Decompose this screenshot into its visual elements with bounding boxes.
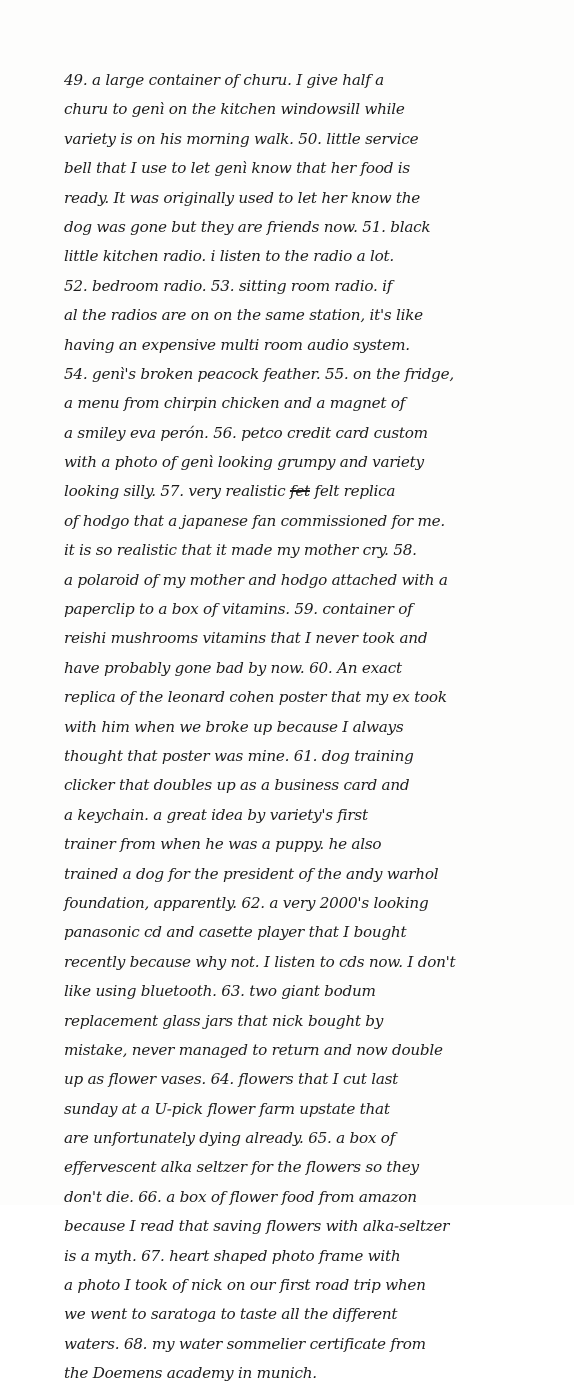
handwritten-line: mistake, never managed to return and now double [64, 1040, 443, 1059]
handwritten-line: paperclip to a box of vitamins. 59. container of [64, 600, 413, 619]
handwritten-line: churu to genì on the kitchen windowsill while [64, 100, 405, 119]
handwritten-line: effervescent alka seltzer for the flowers so they [64, 1158, 419, 1177]
handwritten-list [64, 66, 514, 1389]
handwritten-line: waters. 68. my water sommelier certificate from [64, 1334, 426, 1353]
handwritten-line: trainer from when he was a puppy. he also [64, 835, 382, 854]
handwritten-line: we went to saratoga to taste all the different [64, 1305, 398, 1324]
handwritten-line: reishi mushrooms vitamins that I never took and [64, 629, 428, 648]
handwritten-line: with a photo of genì looking grumpy and variety [64, 453, 424, 472]
handwritten-line: up as flower vases. 64. flowers that I cut last [64, 1070, 399, 1089]
handwritten-line: have probably gone bad by now. 60. An exact [64, 658, 402, 677]
handwritten-line: variety is on his morning walk. 50. little service [64, 129, 419, 148]
handwritten-line: 54. genì's broken peacock feather. 55. on the fridge, [64, 364, 454, 383]
handwritten-line: replacement glass jars that nick bought by [64, 1011, 384, 1030]
handwritten-line: panasonic cd and casette player that I bought [64, 923, 407, 942]
handwritten-line: like using bluetooth. 63. two giant bodum [64, 982, 376, 1001]
handwritten-line: a menu from chirpin chicken and a magnet of [64, 394, 406, 413]
handwritten-line: don't die. 66. a box of flower food from amazon [64, 1187, 417, 1206]
handwritten-line: are unfortunately dying already. 65. a box of [64, 1129, 396, 1148]
handwritten-line: with him when we broke up because I always [64, 717, 404, 736]
handwritten-line: foundation, apparently. 62. a very 2000's looking [64, 893, 429, 912]
handwritten-line: of hodgo that a japanese fan commissioned for me. [64, 511, 445, 530]
handwritten-line: little kitchen radio. i listen to the radio a lot. [64, 247, 394, 266]
handwritten-line [64, 477, 514, 506]
handwritten-line: thought that poster was mine. 61. dog training [64, 746, 414, 765]
line-text-after-strike: felt replica [309, 482, 396, 501]
handwritten-line: the Doemens academy in munich. [64, 1364, 317, 1383]
handwritten-line: is a myth. 67. heart shaped photo frame with [64, 1246, 401, 1265]
handwritten-line: because I read that saving flowers with alka-seltzer [64, 1217, 450, 1236]
handwritten-line: trained a dog for the president of the andy warhol [64, 864, 439, 883]
handwritten-line: dog was gone but they are friends now. 51. black [64, 217, 431, 236]
handwritten-line: bell that I use to let genì know that her food is [64, 159, 410, 178]
line-text-before-strike: looking silly. 57. very realistic [64, 482, 290, 501]
handwritten-line: a smiley eva perón. 56. petco credit card custom [64, 423, 428, 442]
crossed-out-word: fet [289, 482, 310, 501]
handwritten-line: al the radios are on on the same station, it's like [64, 306, 423, 325]
handwritten-line: sunday at a U-pick flower farm upstate that [64, 1099, 390, 1118]
handwritten-line: replica of the leonard cohen poster that my ex took [64, 688, 447, 707]
handwritten-line: ready. It was originally used to let her know the [64, 188, 421, 207]
handwritten-line: a photo I took of nick on our first road trip when [64, 1276, 426, 1295]
handwritten-line: 52. bedroom radio. 53. sitting room radio. if [64, 276, 393, 295]
handwritten-line: a polaroid of my mother and hodgo attached with a [64, 570, 448, 589]
handwritten-line: clicker that doubles up as a business card and [64, 776, 410, 795]
handwritten-line: a keychain. a great idea by variety's first [64, 805, 368, 824]
handwritten-line: having an expensive multi room audio system. [64, 335, 410, 354]
handwritten-line: 49. a large container of churu. I give half a [64, 71, 384, 89]
handwritten-line: recently because why not. I listen to cds now. I don't [64, 952, 456, 971]
handwritten-line: it is so realistic that it made my mother cry. 58. [64, 541, 417, 560]
